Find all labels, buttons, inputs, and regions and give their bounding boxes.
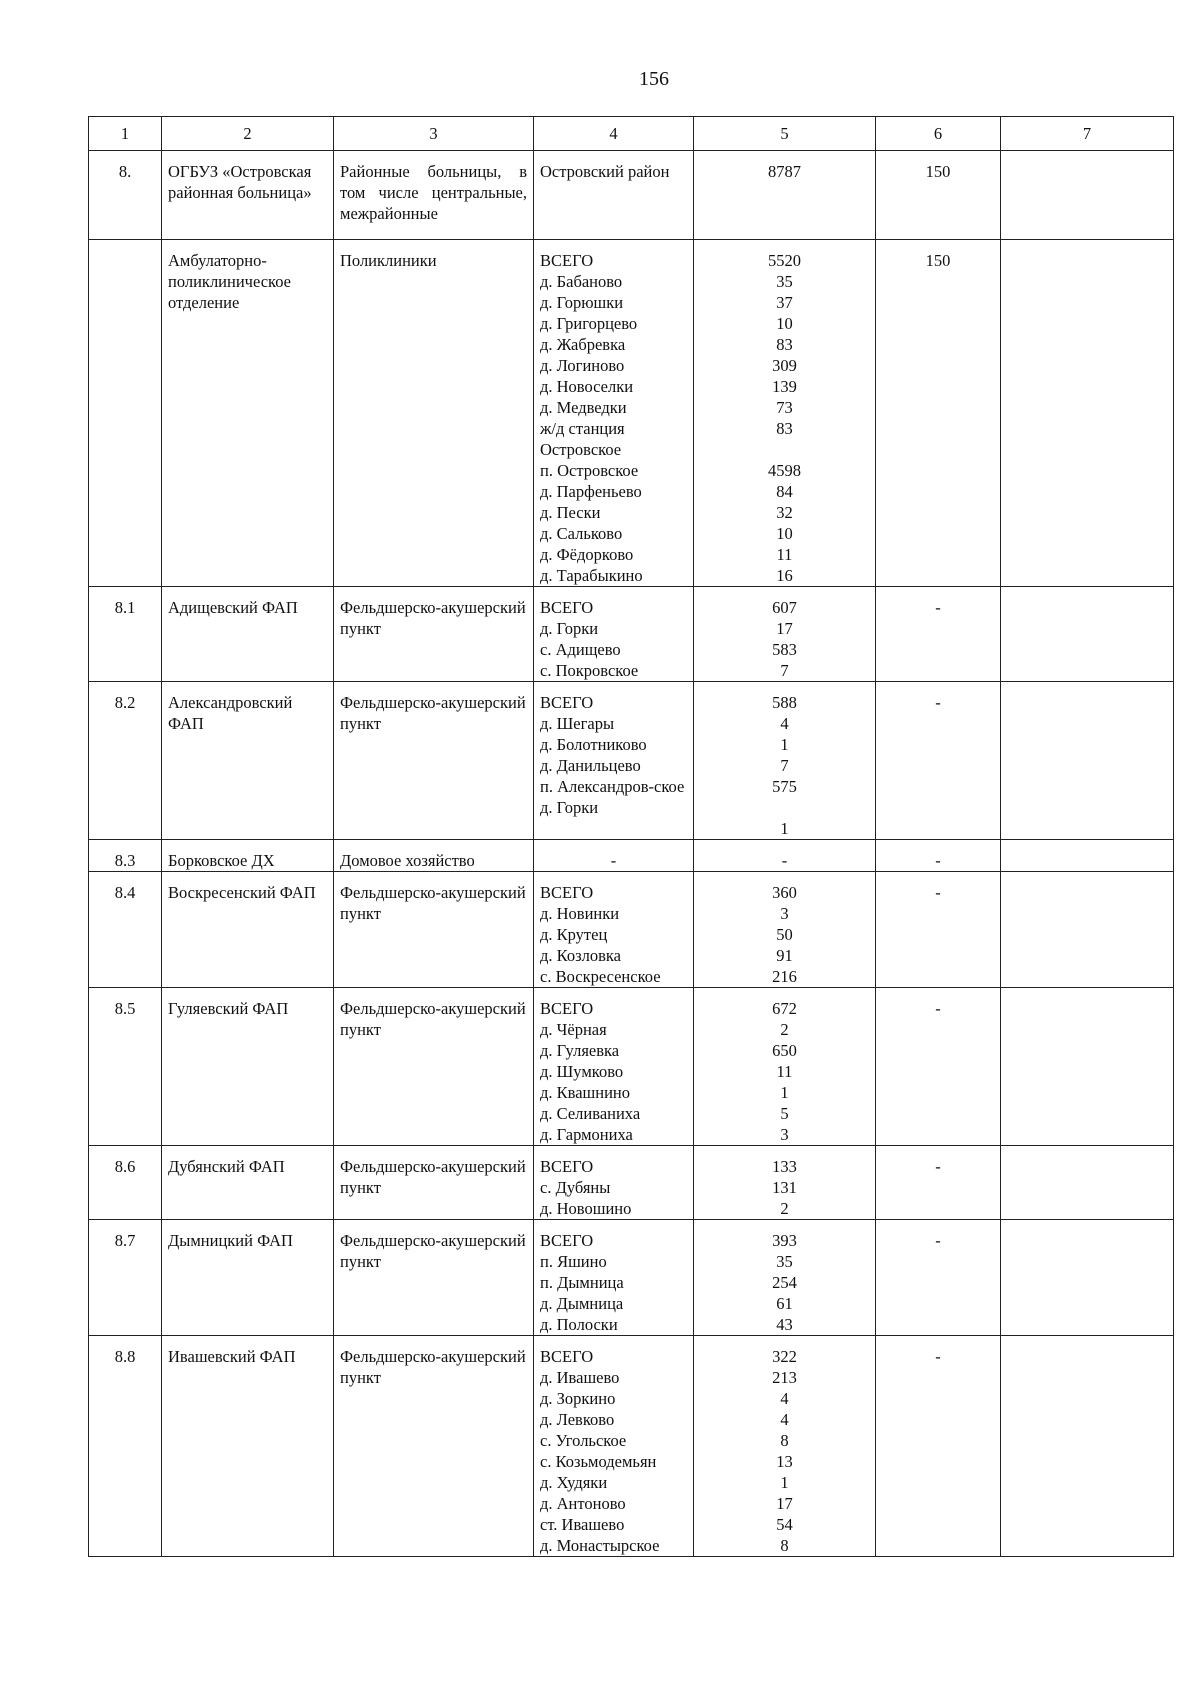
population-value: 8 <box>780 1431 789 1450</box>
population-cell <box>694 988 876 1146</box>
locality-name: д. Новинки <box>540 904 620 923</box>
locality-name: д. Монастырское <box>540 1536 660 1555</box>
population-value: 4 <box>780 1410 789 1429</box>
line-spacer <box>700 797 869 818</box>
population-value: 1 <box>780 1083 789 1102</box>
population-cell <box>694 1146 876 1220</box>
locality-name: д. Логиново <box>540 356 625 375</box>
locality-name: - <box>610 851 617 870</box>
locality-name: д. Зоркино <box>540 1389 616 1408</box>
locality-name: д. Крутец <box>540 925 608 944</box>
population-value: 10 <box>776 314 793 333</box>
facility-type-cell: Фельдшерско-акушерский пункт <box>334 587 534 682</box>
population-value: 607 <box>772 598 797 617</box>
locality-name: д. Новошино <box>540 1199 632 1218</box>
population-value: 11 <box>776 1062 793 1081</box>
facility-type-cell: Фельдшерско-акушерский пункт <box>334 682 534 840</box>
column-header: 2 <box>162 117 334 151</box>
table-row <box>89 1220 1174 1336</box>
locality-name: с. Угольское <box>540 1431 627 1450</box>
page-number: 156 <box>639 68 669 90</box>
column-header: 3 <box>334 117 534 151</box>
locality-name: д. Фёдорково <box>540 545 634 564</box>
row-number-cell: 8.7 <box>89 1220 162 1336</box>
locality-name: с. Дубяны <box>540 1178 611 1197</box>
capacity-cell: 150 <box>876 240 1001 587</box>
facilities-table <box>88 116 1174 1557</box>
table-row <box>89 1146 1174 1220</box>
capacity-cell: - <box>876 1336 1001 1557</box>
population-value: 216 <box>772 967 797 986</box>
locality-name: д. Козловка <box>540 946 621 965</box>
table-row <box>89 240 1174 587</box>
locality-name: ж/д станция Островское <box>540 419 629 459</box>
locality-name: д. Антоново <box>540 1494 626 1513</box>
column-header: 6 <box>876 117 1001 151</box>
facility-type-cell: Домовое хозяйство <box>334 840 534 872</box>
population-value: 3 <box>780 904 789 923</box>
locality-name: д. Бабаново <box>540 272 623 291</box>
locality-name: с. Воскресенское <box>540 967 661 986</box>
facility-name-cell: Дубянский ФАП <box>162 1146 334 1220</box>
column-header: 5 <box>694 117 876 151</box>
capacity-cell: - <box>876 872 1001 988</box>
population-value: 131 <box>772 1178 797 1197</box>
population-value: 73 <box>776 398 793 417</box>
localities-cell <box>534 988 694 1146</box>
population-value: 83 <box>776 335 793 354</box>
row-number-cell: 8. <box>89 151 162 240</box>
locality-name: д. Гуляевка <box>540 1041 620 1060</box>
locality-name: д. Квашнино <box>540 1083 630 1102</box>
locality-name: ст. Ивашево <box>540 1515 625 1534</box>
population-value: 139 <box>772 377 797 396</box>
localities-cell <box>534 587 694 682</box>
population-value: 35 <box>776 272 793 291</box>
population-value: 360 <box>772 883 797 902</box>
row-number-cell: 8.5 <box>89 988 162 1146</box>
column-number-row <box>89 117 1174 151</box>
table-row <box>89 1336 1174 1557</box>
facility-name-cell: Воскресенский ФАП <box>162 872 334 988</box>
population-value: 13 <box>776 1452 793 1471</box>
capacity-cell: - <box>876 1220 1001 1336</box>
locality-name: д. Селиваниха <box>540 1104 641 1123</box>
population-value: - <box>781 851 788 870</box>
facility-name-cell: ОГБУЗ «Островская районная больница» <box>162 151 334 240</box>
notes-cell <box>1001 151 1174 240</box>
population-value: 7 <box>780 756 789 775</box>
population-value: 650 <box>772 1041 797 1060</box>
facility-type-cell: Поликлиники <box>334 240 534 587</box>
row-number-cell: 8.4 <box>89 872 162 988</box>
column-header: 7 <box>1001 117 1174 151</box>
localities-cell <box>534 151 694 240</box>
population-value: 1 <box>780 819 789 838</box>
population-value: 213 <box>772 1368 797 1387</box>
locality-name: д. Шегары <box>540 714 615 733</box>
locality-name: д. Данильцево <box>540 756 641 775</box>
localities-cell <box>534 240 694 587</box>
facility-name-cell: Дымницкий ФАП <box>162 1220 334 1336</box>
population-value: 17 <box>776 1494 793 1513</box>
locality-name: д. Чёрная <box>540 1020 607 1039</box>
table-row <box>89 587 1174 682</box>
capacity-cell: - <box>876 587 1001 682</box>
population-value: 5 <box>780 1104 789 1123</box>
population-cell <box>694 682 876 840</box>
facility-name-cell: Амбулаторно-поликлиническое отделение <box>162 240 334 587</box>
column-header: 1 <box>89 117 162 151</box>
locality-name: д. Сальково <box>540 524 623 543</box>
population-value: 3 <box>780 1125 789 1144</box>
line-spacer <box>700 439 869 460</box>
locality-name: д. Гармониха <box>540 1125 633 1144</box>
facility-name-cell: Адищевский ФАП <box>162 587 334 682</box>
population-cell <box>694 1336 876 1557</box>
locality-name: п. Островское <box>540 461 639 480</box>
population-value: 8787 <box>768 162 801 181</box>
notes-cell <box>1001 682 1174 840</box>
locality-name: ВСЕГО <box>540 693 594 712</box>
notes-cell <box>1001 872 1174 988</box>
locality-name: д. Медведки <box>540 398 627 417</box>
notes-cell <box>1001 1146 1174 1220</box>
population-value: 2 <box>780 1020 789 1039</box>
localities-cell <box>534 1146 694 1220</box>
locality-name: ВСЕГО <box>540 999 594 1018</box>
locality-name: п. Яшино <box>540 1252 607 1271</box>
locality-name: д. Полоски <box>540 1315 618 1334</box>
table-row <box>89 840 1174 872</box>
capacity-cell: - <box>876 840 1001 872</box>
population-cell <box>694 872 876 988</box>
population-cell <box>694 587 876 682</box>
population-value: 672 <box>772 999 797 1018</box>
locality-name: д. Худяки <box>540 1473 608 1492</box>
population-value: 575 <box>772 777 797 796</box>
locality-name: д. Левково <box>540 1410 615 1429</box>
locality-name: д. Новоселки <box>540 377 634 396</box>
locality-name: д. Шумково <box>540 1062 624 1081</box>
locality-name: д. Горюшки <box>540 293 624 312</box>
population-value: 4 <box>780 1389 789 1408</box>
locality-name: с. Адищево <box>540 640 621 659</box>
localities-cell <box>534 682 694 840</box>
locality-name: д. Горки <box>540 619 599 638</box>
notes-cell <box>1001 1336 1174 1557</box>
population-value: 61 <box>776 1294 793 1313</box>
row-number-cell: 8.1 <box>89 587 162 682</box>
locality-name: д. Дымница <box>540 1294 624 1313</box>
facility-type-cell: Фельдшерско-акушерский пункт <box>334 1220 534 1336</box>
population-value: 10 <box>776 524 793 543</box>
locality-name: с. Козьмодемьян <box>540 1452 657 1471</box>
population-value: 322 <box>772 1347 797 1366</box>
row-number-cell: 8.6 <box>89 1146 162 1220</box>
population-value: 54 <box>776 1515 793 1534</box>
population-value: 7 <box>780 661 789 680</box>
row-number-cell <box>89 240 162 587</box>
population-value: 393 <box>772 1231 797 1250</box>
population-value: 32 <box>776 503 793 522</box>
column-header: 4 <box>534 117 694 151</box>
notes-cell <box>1001 988 1174 1146</box>
population-value: 1 <box>780 1473 789 1492</box>
population-cell <box>694 1220 876 1336</box>
locality-name: ВСЕГО <box>540 1231 594 1250</box>
locality-name: д. Болотниково <box>540 735 647 754</box>
population-value: 83 <box>776 419 793 438</box>
population-value: 133 <box>772 1157 797 1176</box>
notes-cell <box>1001 1220 1174 1336</box>
facility-name-cell: Гуляевский ФАП <box>162 988 334 1146</box>
localities-cell <box>534 840 694 872</box>
localities-cell <box>534 1220 694 1336</box>
population-value: 11 <box>776 545 793 564</box>
notes-cell <box>1001 587 1174 682</box>
row-number-cell: 8.3 <box>89 840 162 872</box>
locality-name: п. Александров-ское <box>540 777 685 796</box>
locality-name: д. Жабревка <box>540 335 626 354</box>
population-value: 50 <box>776 925 793 944</box>
table-row <box>89 682 1174 840</box>
population-value: 4 <box>780 714 789 733</box>
facility-name-cell: Ивашевский ФАП <box>162 1336 334 1557</box>
population-cell <box>694 151 876 240</box>
population-value: 84 <box>776 482 793 501</box>
locality-name: п. Дымница <box>540 1273 624 1292</box>
localities-cell <box>534 872 694 988</box>
locality-name: д. Парфеньево <box>540 482 642 501</box>
capacity-cell: - <box>876 1146 1001 1220</box>
population-value: 8 <box>780 1536 789 1555</box>
locality-name: Островский район <box>540 162 670 181</box>
locality-name: с. Покровское <box>540 661 639 680</box>
population-value: 588 <box>772 693 797 712</box>
population-value: 309 <box>772 356 797 375</box>
capacity-cell: - <box>876 988 1001 1146</box>
locality-name: д. Ивашево <box>540 1368 620 1387</box>
population-value: 583 <box>772 640 797 659</box>
population-value: 16 <box>776 566 793 585</box>
notes-cell <box>1001 840 1174 872</box>
capacity-cell: 150 <box>876 151 1001 240</box>
table-row <box>89 872 1174 988</box>
table-row <box>89 988 1174 1146</box>
population-value: 2 <box>780 1199 789 1218</box>
population-value: 254 <box>772 1273 797 1292</box>
locality-name: д. Григорцево <box>540 314 638 333</box>
population-value: 43 <box>776 1315 793 1334</box>
population-value: 5520 <box>768 251 801 270</box>
population-cell <box>694 840 876 872</box>
population-cell <box>694 240 876 587</box>
facility-type-cell: Фельдшерско-акушерский пункт <box>334 1146 534 1220</box>
facility-name-cell: Борковское ДХ <box>162 840 334 872</box>
table-row <box>89 151 1174 240</box>
population-value: 37 <box>776 293 793 312</box>
locality-name: д. Пески <box>540 503 601 522</box>
facility-type-cell: Районные больницы, в том числе центральные, межрайонные <box>334 151 534 240</box>
population-value: 4598 <box>768 461 801 480</box>
locality-name: ВСЕГО <box>540 251 594 270</box>
locality-name: ВСЕГО <box>540 598 594 617</box>
facility-type-cell: Фельдшерско-акушерский пункт <box>334 1336 534 1557</box>
facility-type-cell: Фельдшерско-акушерский пункт <box>334 872 534 988</box>
capacity-cell: - <box>876 682 1001 840</box>
population-value: 35 <box>776 1252 793 1271</box>
facility-name-cell: Александровский ФАП <box>162 682 334 840</box>
population-value: 91 <box>776 946 793 965</box>
locality-name: ВСЕГО <box>540 883 594 902</box>
locality-name: ВСЕГО <box>540 1157 594 1176</box>
population-value: 1 <box>780 735 789 754</box>
population-value: 17 <box>776 619 793 638</box>
locality-name: д. Тарабыкино <box>540 566 643 585</box>
localities-cell <box>534 1336 694 1557</box>
row-number-cell: 8.2 <box>89 682 162 840</box>
facility-type-cell: Фельдшерско-акушерский пункт <box>334 988 534 1146</box>
row-number-cell: 8.8 <box>89 1336 162 1557</box>
notes-cell <box>1001 240 1174 587</box>
locality-name: ВСЕГО <box>540 1347 594 1366</box>
locality-name: д. Горки <box>540 798 599 817</box>
